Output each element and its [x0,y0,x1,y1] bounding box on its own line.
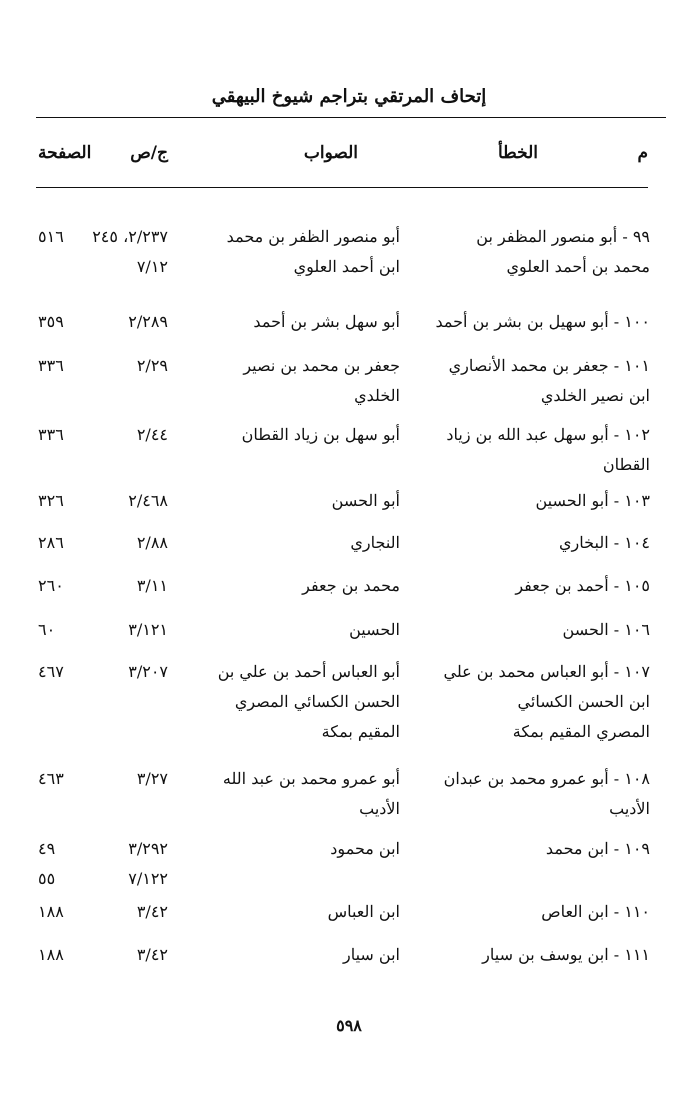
cell-line: ٢/٤٦٨ [128,491,168,510]
cell-line: ٢/٤٤ [136,425,168,444]
errata-page [38,657,72,687]
errata-correct [205,897,400,927]
cell-line: ١٠٤ - البخاري [559,533,650,552]
errata-page [38,420,72,450]
errata-correct [205,764,400,824]
cell-line: أبو الحسن [331,491,400,510]
cell-line: ٥١٦ [38,227,64,246]
cell-line: ٣٣٦ [38,356,64,375]
errata-wrong [405,764,650,824]
cell-line: ١٨٨ [38,945,64,964]
errata-wrong [405,528,650,558]
col-head-right: الصواب [303,143,358,163]
errata-page [38,571,72,601]
cell-line: الحسين [349,620,400,639]
header-rule [36,117,666,118]
errata-wrong [405,307,650,337]
cell-line: ١٠٢ - أبو سهل عبد الله بن زياد [446,425,650,444]
cell-line: ٢/٢٩ [136,356,168,375]
cell-line: ١١٠ - ابن العاص [541,902,650,921]
errata-wrong [405,940,650,970]
cell-line: ١٠٠ - أبو سهيل بن بشر بن أحمد [435,312,650,331]
errata-correct [205,571,400,601]
cell-line: ٣/٤٢ [136,902,168,921]
cell-line: ٧/١٢٢ [128,869,168,888]
cell-line: ١٠١ - جعفر بن محمد الأنصاري [448,356,650,375]
cell-line: ابن سيار [343,945,400,964]
errata-page [38,615,72,645]
cell-line: ١٠٨ - أبو عمرو محمد بن عبدان [443,769,650,788]
cell-line: ٤٦٣ [38,769,64,788]
errata-page [38,351,72,381]
cell-line: ٤٦٧ [38,662,64,681]
cell-line: ١٠٣ - أبو الحسين [535,491,650,510]
errata-wrong [405,897,650,927]
errata-correct [205,486,400,516]
cell-line: ٣/٤٢ [136,945,168,964]
col-head-num: م [637,143,648,163]
cell-line: المصري المقيم بمكة [512,722,650,741]
cell-line: ٣٥٩ [38,312,64,331]
errata-correct [205,528,400,558]
errata-correct [205,307,400,337]
cell-line: أبو عمرو محمد بن عبد الله [222,769,400,788]
cell-line: ٦٠ [38,620,56,639]
page-header: إتحاف المرتقي بتراجم شيوخ البيهقي [211,86,487,107]
errata-correct [205,657,400,747]
errata-page [38,528,72,558]
errata-page [38,307,72,337]
cell-line: جعفر بن محمد بن نصير [243,356,400,375]
errata-wrong [405,222,650,282]
errata-wrong [405,615,650,645]
cell-line: ١٨٨ [38,902,64,921]
errata-correct [205,351,400,411]
cell-line: ٢/٢٨٩ [128,312,168,331]
cell-line: الخلدي [354,386,400,405]
page-number: ٥٩٨ [336,1016,362,1035]
errata-page [38,764,72,794]
cell-line: ٣/١١ [136,576,168,595]
cell-line: ابن نصير الخلدي [540,386,650,405]
errata-correct [205,834,400,864]
cell-line: أبو العباس أحمد بن علي بن [217,662,400,681]
cell-line: ٣/١٢١ [128,620,168,639]
errata-wrong [405,657,650,747]
errata-correct [205,940,400,970]
errata-page [38,897,72,927]
cell-line: ٥٥ [38,869,56,888]
cell-line: ١٠٩ - ابن محمد [545,839,650,858]
cell-line: ٣٣٦ [38,425,64,444]
errata-page [38,486,72,516]
cell-line: ١٠٧ - أبو العباس محمد بن علي [443,662,650,681]
errata-correct [205,420,400,450]
col-head-ref: ج/ص [130,143,168,163]
errata-wrong [405,486,650,516]
cell-line: أبو منصور الظفر بن محمد [226,227,400,246]
cell-line: ابن العباس [327,902,400,921]
errata-page [38,940,72,970]
cell-line: المقيم بمكة [321,722,400,741]
errata-wrong [405,351,650,411]
errata-wrong [405,571,650,601]
col-head-page: الصفحة [38,143,92,163]
cell-line: الحسن الكسائي المصري [234,692,400,711]
cell-line: ٣/٢٠٧ [128,662,168,681]
cell-line: ٢/٨٨ [136,533,168,552]
cell-line: ٧/١٢ [136,257,168,276]
errata-correct [205,222,400,282]
cell-line: محمد بن جعفر [302,576,400,595]
errata-page [38,222,72,252]
cell-line: الأديب [359,799,400,818]
cell-line: أبو سهل بشر بن أحمد [253,312,400,331]
errata-wrong [405,834,650,864]
cell-line: ٢٦٠ [38,576,64,595]
errata-page [38,834,72,894]
cell-line: ٢٨٦ [38,533,64,552]
cell-line: أبو سهل بن زياد القطان [241,425,400,444]
cell-line: الأديب [609,799,650,818]
cell-line: القطان [602,455,650,474]
cell-line: ٤٩ [38,839,56,858]
errata-correct [205,615,400,645]
cell-line: ابن أحمد العلوي [293,257,400,276]
cell-line: ٣/٢٧ [136,769,168,788]
col-head-wrong: الخطأ [497,143,538,163]
cell-line: ٩٩ - أبو منصور المظفر بن [476,227,650,246]
cell-line: ١٠٥ - أحمد بن جعفر [515,576,650,595]
cell-line: ١١١ - ابن يوسف بن سيار [482,945,650,964]
cell-line: ٣/٢٩٢ [128,839,168,858]
cell-line: ابن محمود [330,839,400,858]
cell-line: ٢/٢٣٧، ٢٤٥ [92,227,168,246]
errata-wrong [405,420,650,480]
table-rule [36,187,648,188]
cell-line: ١٠٦ - الحسن [562,620,650,639]
cell-line: ابن الحسن الكسائي [517,692,650,711]
cell-line: محمد بن أحمد العلوي [506,257,650,276]
cell-line: النجاري [350,533,400,552]
cell-line: ٣٢٦ [38,491,64,510]
